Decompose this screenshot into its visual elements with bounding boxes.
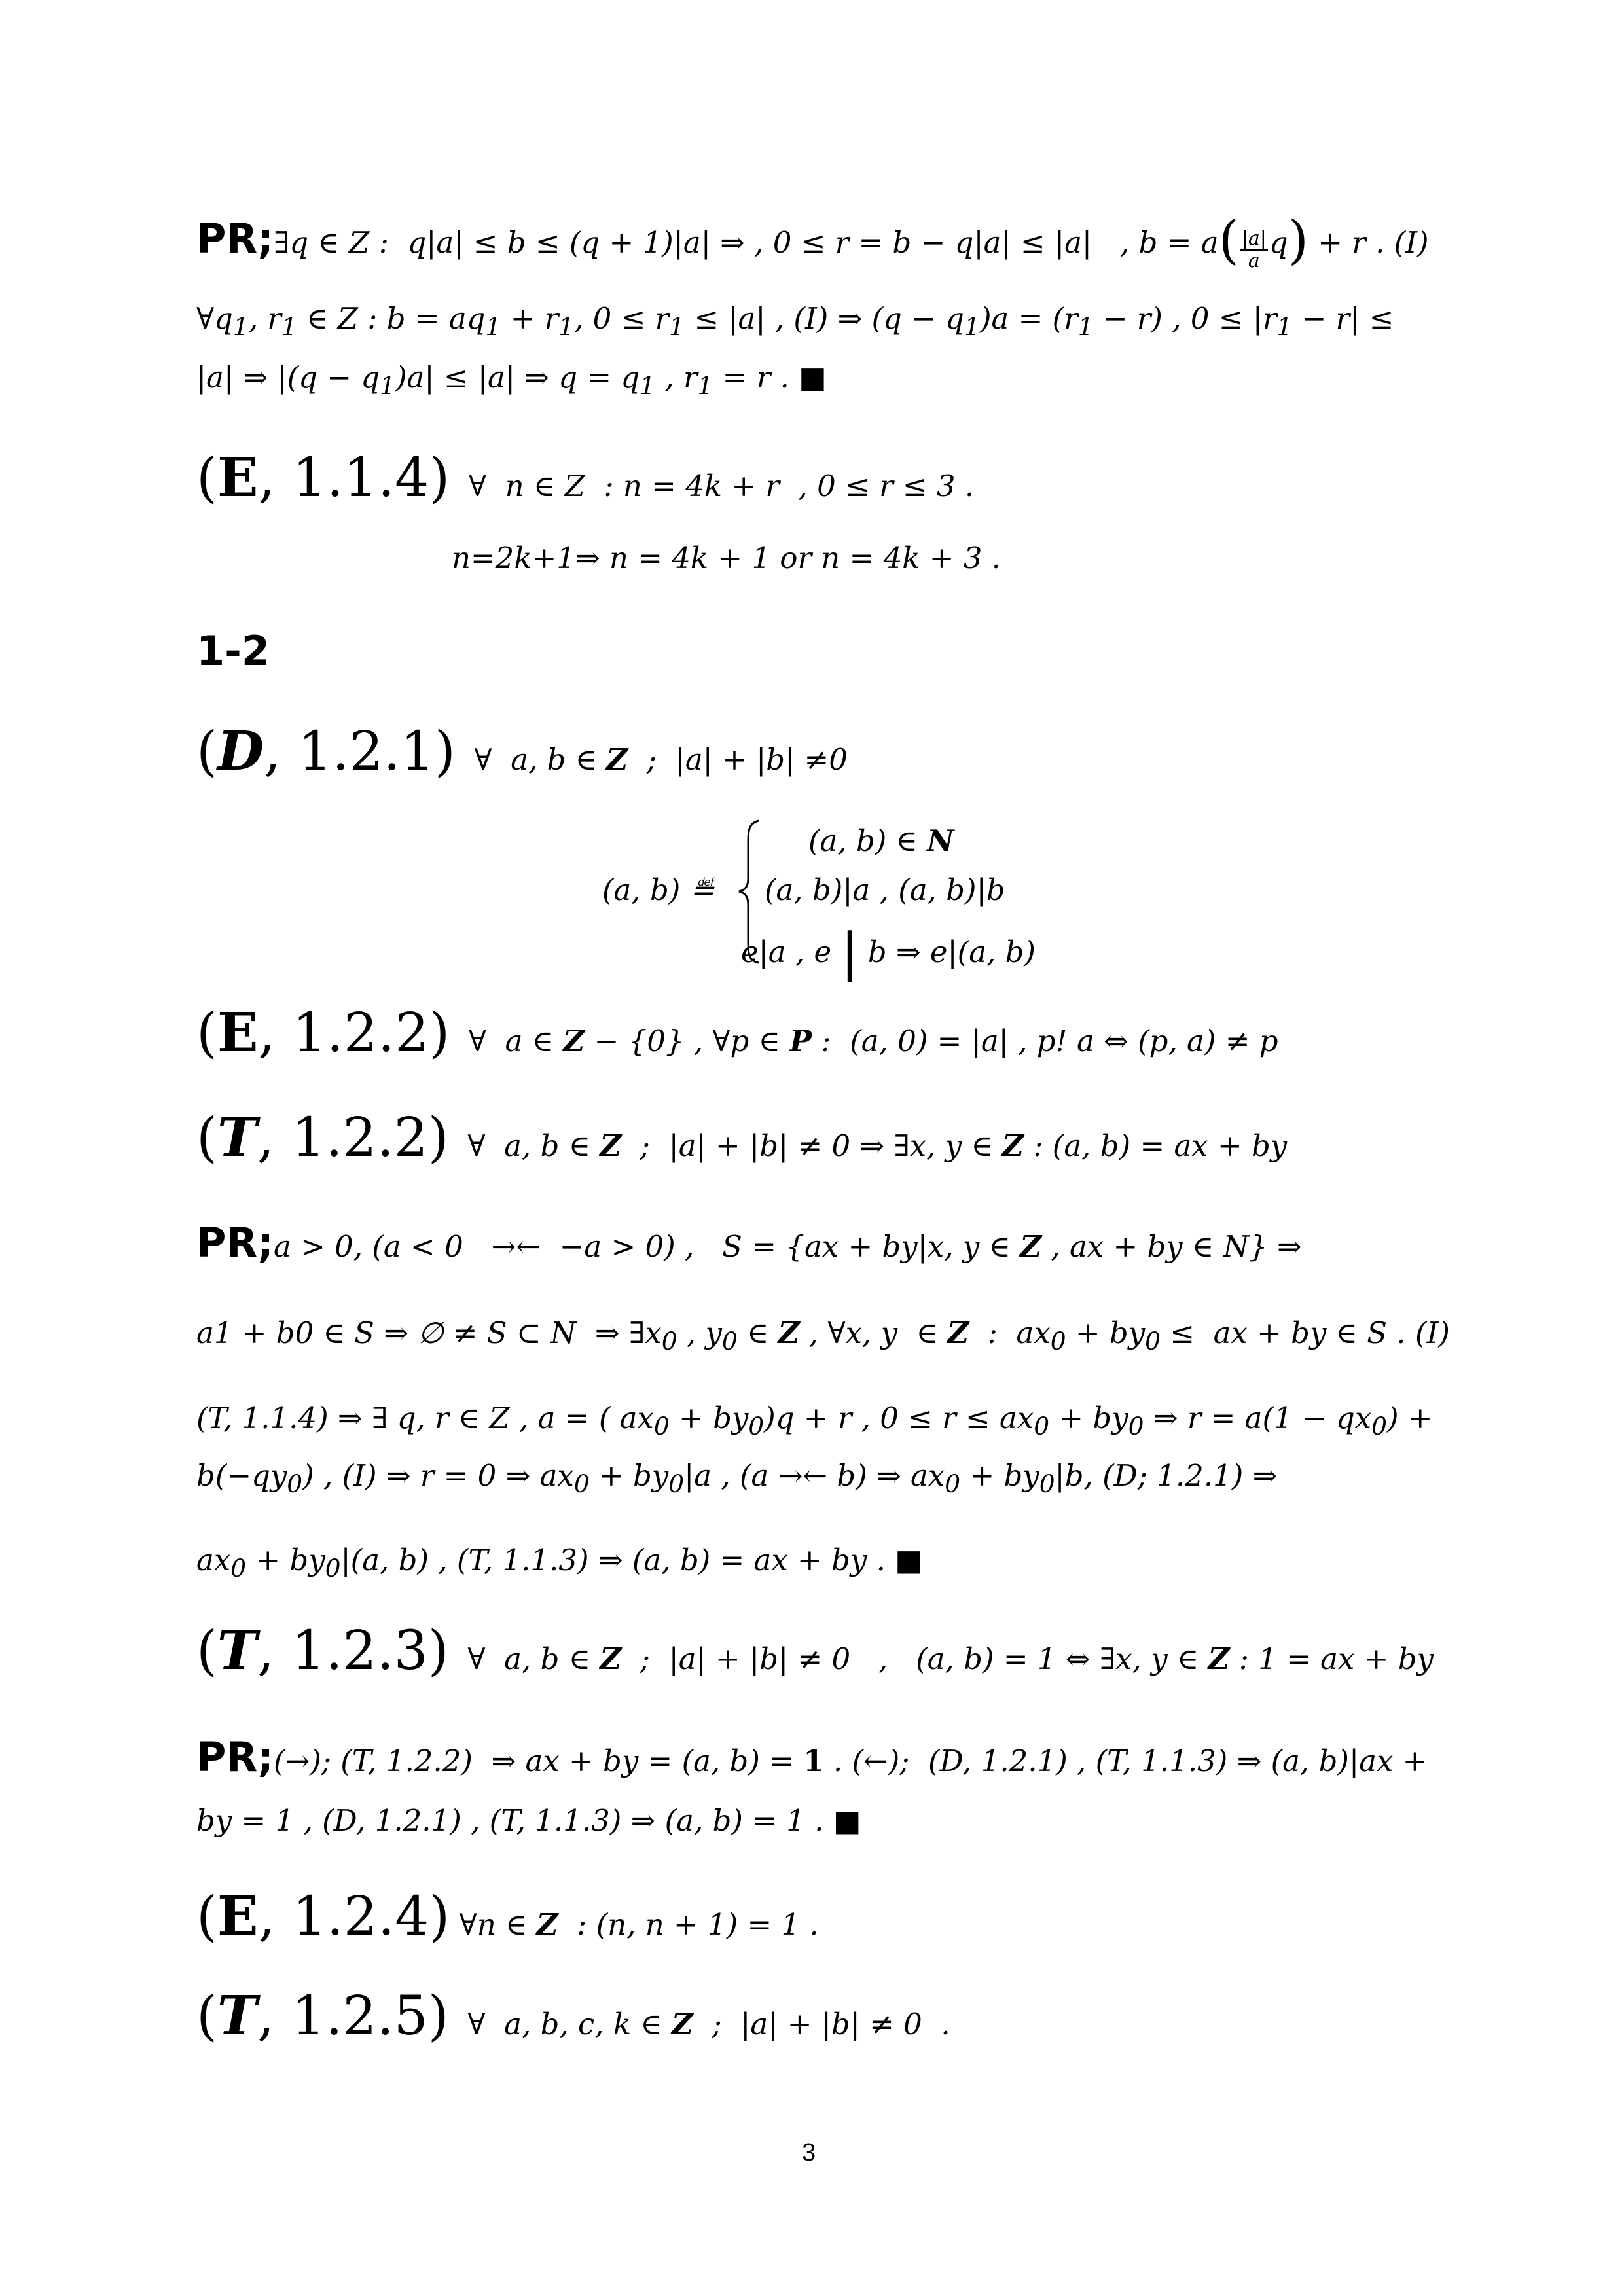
example-1-2-4: (E, 1.2.4) ∀n ∈ Z : (n, n + 1) = 1 . xyxy=(196,1885,819,1948)
gcd-definition-case-2: (a, b)|a , (a, b)|b xyxy=(765,872,1005,907)
gcd-definition-case-3: e|a , e | b ⇒ e|(a, b) xyxy=(741,922,1036,982)
theorem-1-2-3: (T, 1.2.3) ∀ a, b ∈ Z ; |a| + |b| ≠ 0 , (a, b) = 1 ⇔ ∃x, y ∈ Z : 1 = ax + by xyxy=(196,1619,1434,1682)
proof-1-2-2-line-4: $b(-qy_0)$ , (I) ⇒ r = 0 ⇒ $ax_0 + by_0|a$ , (a →← b) ⇒ $ax_0 + by_0|b$, (D; 1.2.1) ⇒ xyxy=(196,1458,1278,1498)
item-label: (T, 1.2.3) xyxy=(196,1619,449,1682)
theorem-1-2-5: (T, 1.2.5) ∀ a, b, c, k ∈ Z ; |a| + |b| ≠ 0 . xyxy=(196,1984,950,2047)
proof-marker: PR; xyxy=(196,1219,274,1266)
example-1-1-4 xyxy=(196,446,974,509)
proof-1-2-3-line-1: PR;(→); (T, 1.2.2) ⇒ ax + by = (a, b) = 1 . (←); (D, 1.2.1) , (T, 1.1.3) ⇒ (a, b)|ax + xyxy=(196,1733,1428,1781)
fraction-numerator: |a| xyxy=(1241,227,1267,250)
page-number: 3 xyxy=(802,2139,816,2166)
item-label: (D, 1.2.1) xyxy=(196,720,456,783)
proof-marker: PR; xyxy=(196,1733,274,1781)
proof-1-2-2-line-3: (T, 1.1.4) ⇒ ∃ q, r ∈ Z , a = ( $ax_0 + by_0)q + r$ , $0 \le r \le ax_0 + by_0$ ⇒ $r = a(1 - qx_0)$ + xyxy=(196,1401,1433,1441)
proof-division-line-2: $\forall q_1$, $r_1$ ∈ Z : $b = aq_1 + r_1$, $0 \le r_1 \le |a|$ , (I) ⇒ $(q - q_1)a = (r_1 - r)$ , $0 \le |r_1 - r|$ ≤ xyxy=(196,301,1394,341)
fraction-denominator: a xyxy=(1248,249,1260,272)
proof-1-2-2-line-2: a1 + b0 ∈ S ⇒ ∅ ≠ S ⊂ N ⇒ $\exists x_0$ , $y_0$ ∈ Z , ∀x, y ∈ Z : $ax_0 + by_0$ ≤ ax + by ∈ S . (I) xyxy=(196,1316,1450,1355)
item-label: (T, 1.2.5) xyxy=(196,1984,449,2047)
fraction xyxy=(1240,228,1268,271)
example-1-2-2: (E, 1.2.2) ∀ a ∈ Z − {0} , ∀p ∈ P : (a, 0) = |a| , p! a ⇔ (p, a) ≠ p xyxy=(196,1001,1278,1064)
item-text: ∀ n ∈ Z : n = 4k + r , 0 ≤ r ≤ 3 . xyxy=(450,469,975,503)
proof-marker: PR; xyxy=(196,215,274,262)
section-heading: 1-2 xyxy=(196,627,270,675)
proof-1-2-3-line-2: by = 1 , (D, 1.2.1) , (T, 1.1.3) ⇒ (a, b) = 1 . ■ xyxy=(196,1803,861,1838)
proof-text: q xyxy=(1269,225,1288,260)
item-label: (E, 1.1.4) xyxy=(196,446,450,509)
proof-1-2-2-line-1: PR;a > 0, (a < 0 →← −a > 0) , S = {ax + by|x, y ∈ Z , ax + by ∈ N} ⇒ xyxy=(196,1219,1302,1266)
item-label: (E, 1.2.4) xyxy=(196,1885,450,1948)
proof-1-2-2-line-5: $ax_0 + by_0|(a$, b) , (T, 1.1.3) ⇒ (a, b) = ax + by . ■ xyxy=(196,1543,923,1583)
theorem-1-2-2: (T, 1.2.2) ∀ a, b ∈ Z ; |a| + |b| ≠ 0 ⇒ ∃x, y ∈ Z : (a, b) = ax + by xyxy=(196,1106,1288,1169)
proof-text: + r . (I) xyxy=(1308,225,1429,260)
proof-division-line-1 xyxy=(196,209,1429,271)
divides-bar: | xyxy=(840,922,859,982)
proof-division-line-3: |a| ⇒ $|(q - q_1)a| \le |a|$ ⇒ $q = q_1$ , $r_1 = r$ . ■ xyxy=(196,360,827,400)
proof-text: ∃q ∈ Z : q|a| ≤ b ≤ (q + 1)|a| ⇒ , 0 ≤ r = b − q|a| ≤ |a| , b = a xyxy=(273,225,1219,260)
example-1-1-4-line-2: n=2k+1⇒ n = 4k + 1 or n = 4k + 3 . xyxy=(452,541,1001,575)
paren-close: ) xyxy=(1288,209,1308,270)
item-label: (E, 1.2.2) xyxy=(196,1001,450,1064)
item-label: (T, 1.2.2) xyxy=(196,1106,449,1169)
paren-open: ( xyxy=(1218,209,1239,270)
definition-1-2-1: (D, 1.2.1) ∀ a, b ∈ Z ; |a| + |b| ≠0 xyxy=(196,720,848,783)
gcd-definition-lhs: (a, b) ≝ xyxy=(602,872,715,907)
gcd-definition-case-1: (a, b) ∈ N xyxy=(808,823,954,858)
